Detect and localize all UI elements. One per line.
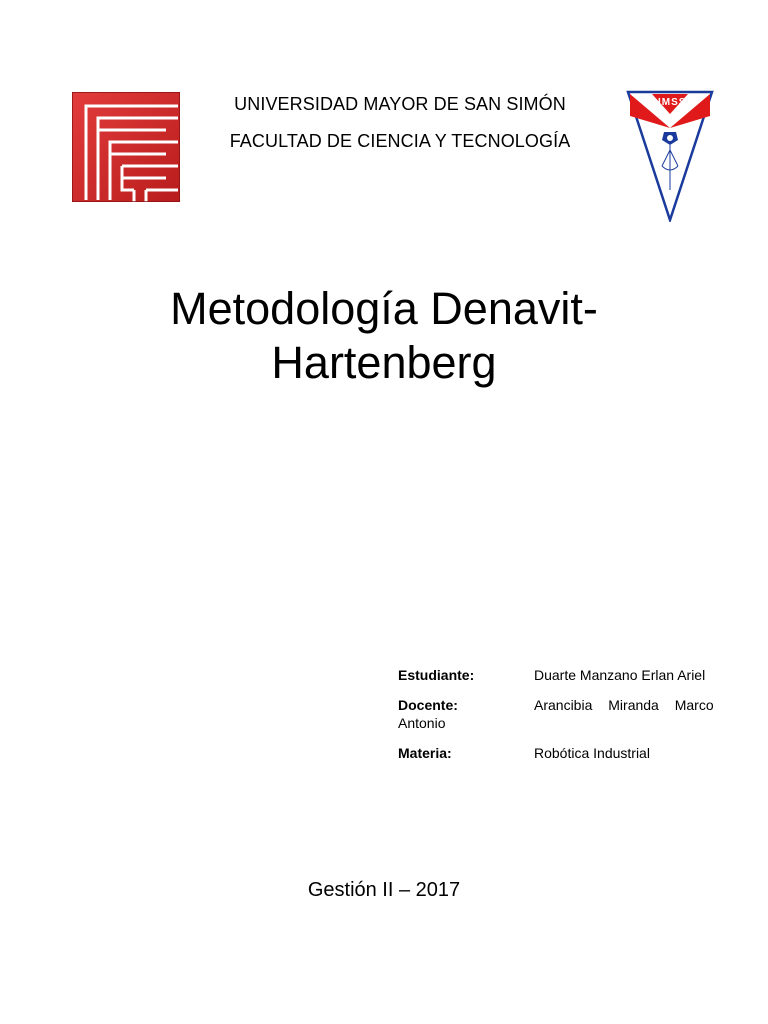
seal-text: UMSS <box>653 97 687 108</box>
document-title <box>100 282 668 390</box>
teacher-row <box>398 696 720 732</box>
student-value: Duarte Manzano Erlan Ariel <box>534 667 706 683</box>
teacher-label: Docente: <box>398 697 458 713</box>
university-name: UNIVERSIDAD MAYOR DE SAN SIMÓN <box>234 94 566 114</box>
faculty-name: FACULTAD DE CIENCIA Y TECNOLOGÍA <box>229 131 571 151</box>
info-block <box>398 666 720 774</box>
student-row <box>398 666 720 684</box>
subject-row <box>398 744 720 762</box>
subject-label: Materia: <box>398 745 452 761</box>
teacher-value-line-1: Arancibia Miranda Marco <box>534 697 714 713</box>
subject-value: Robótica Industrial <box>534 745 650 761</box>
gestion-footer: Gestión II – 2017 <box>307 879 461 901</box>
umss-seal-logo <box>626 90 714 222</box>
title-line-1: Metodología Denavit- <box>170 283 598 334</box>
title-line-2: Hartenberg <box>271 337 497 388</box>
teacher-value-line-2: Antonio <box>398 715 446 731</box>
student-label: Estudiante: <box>398 667 475 683</box>
fcyt-logo <box>72 92 180 202</box>
